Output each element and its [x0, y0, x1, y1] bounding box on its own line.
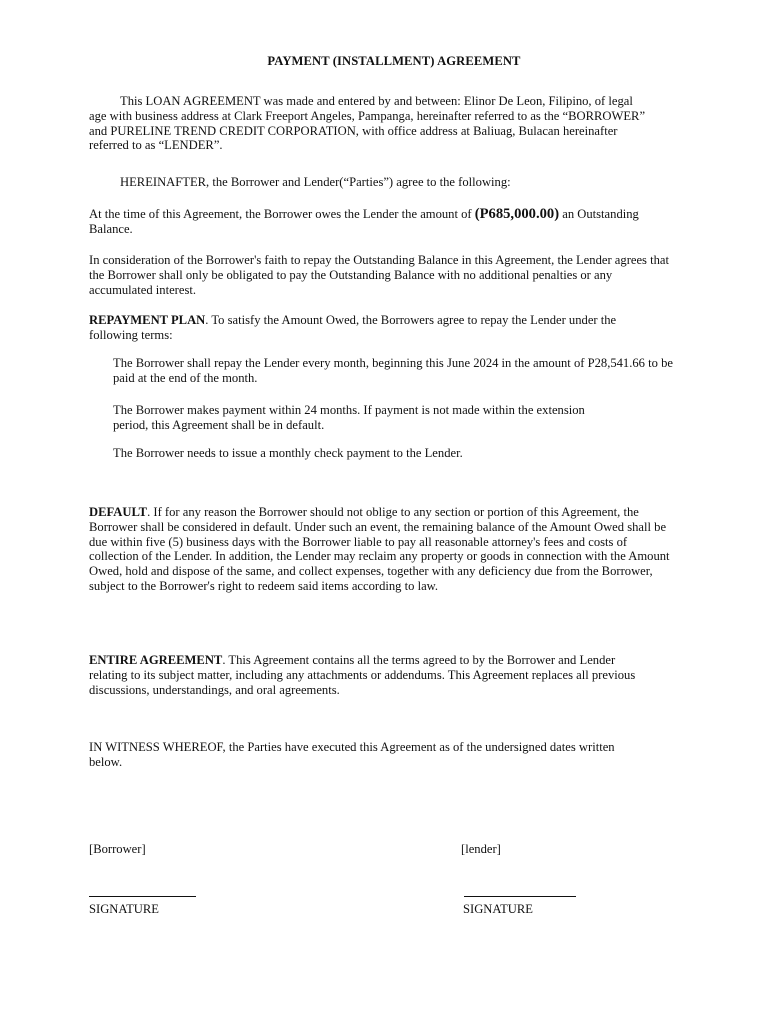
document-title: PAYMENT (INSTALLMENT) AGREEMENT — [267, 54, 521, 68]
repayment-heading: REPAYMENT PLAN — [89, 313, 206, 327]
repayment-term-2: The Borrower makes payment within 24 months. If payment is not made within the extension period, this Agreement shall be in default. — [113, 403, 585, 432]
hereinafter-paragraph: HEREINAFTER, the Borrower and Lender(“Parties”) agree to the following: — [120, 175, 511, 189]
entire-agreement-text: . This Agreement contains all the terms agreed to by the Borrower and Lender relating to its subject matter, including any attachments or addendums. This Agreement replaces all previous discussions, understandings, and oral agreements. — [89, 653, 636, 697]
balance-text-after: an Outstanding Balance. — [89, 207, 639, 236]
lender-signature-label: SIGNATURE — [463, 902, 533, 916]
borrower-signature-line — [89, 896, 196, 897]
entire-agreement-heading: ENTIRE AGREEMENT — [89, 653, 223, 667]
intro-paragraph: This LOAN AGREEMENT was made and entered by and between: Elinor De Leon, Filipino, of legal age with business address at Clark Freeport Angeles, Pampanga, hereinafter referred to as the “BORROWER” and PURELINE TREND CREDIT CORPORATION, with office address at Baliuag, Bulacan hereinafter referred to as “LENDER”. — [89, 94, 646, 153]
borrower-signature-label: SIGNATURE — [89, 902, 159, 916]
lender-label: [lender] — [461, 842, 501, 856]
repayment-term-1: The Borrower shall repay the Lender every month, beginning this June 2024 in the amount of P28,541.66 to be paid at the end of the month. — [113, 356, 673, 385]
repayment-text: . To satisfy the Amount Owed, the Borrowers agree to repay the Lender under the following terms: — [89, 313, 617, 342]
witness-paragraph: IN WITNESS WHEREOF, the Parties have executed this Agreement as of the undersigned dates written below. — [89, 740, 615, 769]
balance-text-before: At the time of this Agreement, the Borrower owes the Lender the amount of — [89, 207, 475, 221]
repayment-term-3: The Borrower needs to issue a monthly check payment to the Lender. — [113, 446, 463, 460]
balance-amount: (P685,000.00) — [474, 206, 560, 222]
balance-paragraph — [89, 207, 664, 237]
borrower-label: [Borrower] — [89, 842, 146, 856]
default-paragraph — [89, 505, 674, 594]
default-heading: DEFAULT — [89, 505, 148, 519]
default-text: . If for any reason the Borrower should not oblige to any section or portion of this Agreement, the Borrower shall be considered in default. Under such an event, the remaining balance of the Amount Owed shall be due within five (5) business days with the Borrower liable to pay all reasonable attorney's fees and costs of collection of the Lender. In addition, the Lender may reclaim any property or goods in connection with the Amount Owed, hold and dispose of the same, and collect expenses, together with any deficiency due from the Borrower, subject to the Borrower's right to redeem said items according to law. — [89, 505, 670, 593]
repayment-paragraph — [89, 313, 664, 343]
entire-agreement-paragraph — [89, 653, 654, 697]
consideration-paragraph: In consideration of the Borrower's faith to repay the Outstanding Balance in this Agreement, the Lender agrees that the Borrower shall only be obligated to pay the Outstanding Balance with no additional penalties or any accumulated interest. — [89, 253, 669, 297]
lender-signature-line — [464, 896, 576, 897]
